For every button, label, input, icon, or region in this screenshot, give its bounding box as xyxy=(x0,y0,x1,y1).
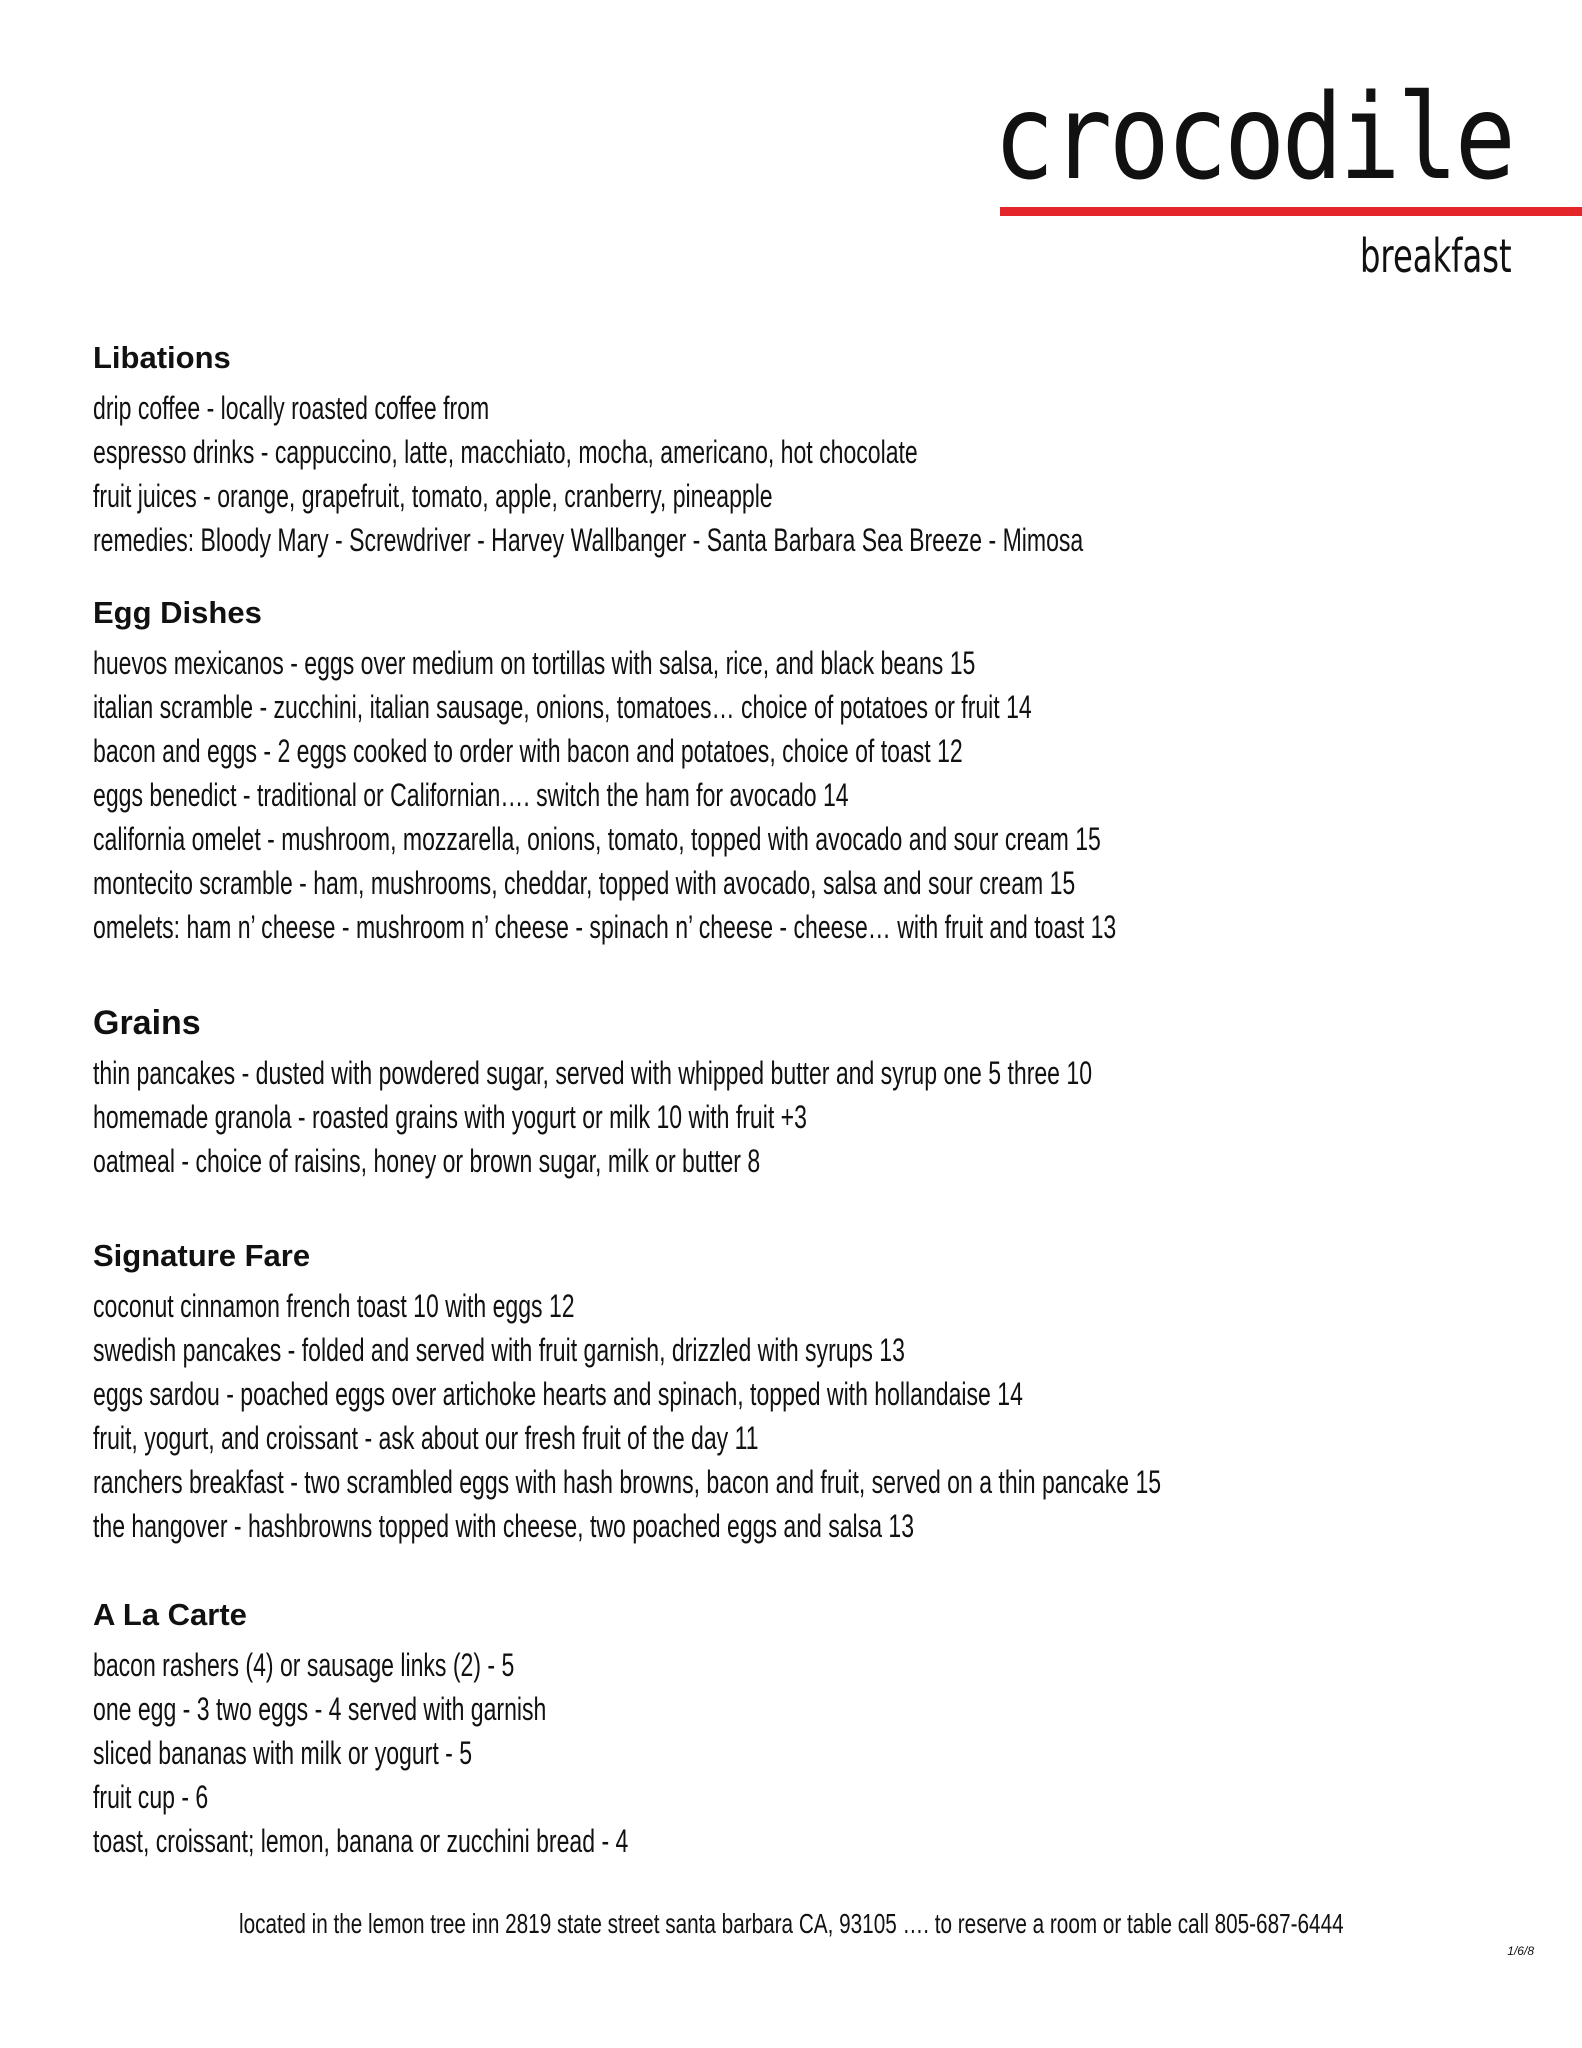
section-libations xyxy=(93,338,1513,562)
menu-item: oatmeal - choice of raisins, honey or brown sugar, milk or butter 8 xyxy=(93,1143,761,1179)
menu-item: fruit juices - orange, grapefruit, tomato, apple, cranberry, pineapple xyxy=(93,478,773,514)
menu-item: montecito scramble - ham, mushrooms, cheddar, topped with avocado, salsa and sour cream 15 xyxy=(93,865,1076,901)
section-title-libations: Libations xyxy=(93,340,231,375)
menu-item: omelets: ham n’ cheese - mushroom n’ cheese - spinach n’ cheese - cheese… with fruit and toast 13 xyxy=(93,909,1117,945)
footer-address xyxy=(0,1906,1582,1942)
menu-item: espresso drinks - cappuccino, latte, macchiato, mocha, americano, hot chocolate xyxy=(93,434,918,470)
menu-item: fruit, yogurt, and croissant - ask about our fresh fruit of the day 11 xyxy=(93,1420,759,1456)
version-code: 1/6/8 xyxy=(1507,1944,1534,1958)
section-a-la-carte xyxy=(93,1595,1513,1863)
brand-logo xyxy=(909,68,1512,206)
menu-item: one egg - 3 two eggs - 4 served with garnish xyxy=(93,1691,547,1727)
menu-item: homemade granola - roasted grains with yogurt or milk 10 with fruit +3 xyxy=(93,1099,807,1135)
footer-text: located in the lemon tree inn 2819 state street santa barbara CA, 93105 …. to reserve a room or table call 805-687-6444 xyxy=(238,1908,1344,1939)
menu-item: ranchers breakfast - two scrambled eggs with hash browns, bacon and fruit, served on a thin pancake 15 xyxy=(93,1464,1162,1500)
menu-item: bacon and eggs - 2 eggs cooked to order with bacon and potatoes, choice of toast 12 xyxy=(93,733,963,769)
menu-item: swedish pancakes - folded and served with fruit garnish, drizzled with syrups 13 xyxy=(93,1332,905,1368)
section-title-signature-fare: Signature Fare xyxy=(93,1238,311,1273)
menu-item: thin pancakes - dusted with powdered sugar, served with whipped butter and syrup one 5 three 10 xyxy=(93,1055,1093,1091)
section-title-egg-dishes: Egg Dishes xyxy=(93,595,262,630)
section-title-a-la-carte: A La Carte xyxy=(93,1597,247,1632)
menu-item: fruit cup - 6 xyxy=(93,1779,209,1815)
menu-item: eggs sardou - poached eggs over artichoke hearts and spinach, topped with hollandaise 14 xyxy=(93,1376,1023,1412)
menu-item: bacon rashers (4) or sausage links (2) - 5 xyxy=(93,1647,515,1683)
menu-item: remedies: Bloody Mary - Screwdriver - Harvey Wallbanger - Santa Barbara Sea Breeze - Mimosa xyxy=(93,522,1084,558)
menu-item: coconut cinnamon french toast 10 with eggs 12 xyxy=(93,1288,575,1324)
menu-item: the hangover - hashbrowns topped with cheese, two poached eggs and salsa 13 xyxy=(93,1508,915,1544)
section-title-grains: Grains xyxy=(93,1004,201,1042)
menu-item: italian scramble - zucchini, italian sausage, onions, tomatoes… choice of potatoes or fruit 14 xyxy=(93,689,1032,725)
menu-item: toast, croissant; lemon, banana or zucchini bread - 4 xyxy=(93,1823,629,1859)
restaurant-name: crocodile xyxy=(993,68,1512,206)
section-signature-fare xyxy=(93,1236,1513,1548)
menu-item: eggs benedict - traditional or Californian…. switch the ham for avocado 14 xyxy=(93,777,849,813)
menu-item: sliced bananas with milk or yogurt - 5 xyxy=(93,1735,473,1771)
menu-item: huevos mexicanos - eggs over medium on tortillas with salsa, rice, and black beans 15 xyxy=(93,645,976,681)
menu-item: california omelet - mushroom, mozzarella, onions, tomato, topped with avocado and sour cream 15 xyxy=(93,821,1101,857)
red-divider xyxy=(1000,207,1582,216)
section-egg-dishes xyxy=(93,593,1513,949)
menu-type-title: breakfast xyxy=(1360,229,1512,283)
menu-item: drip coffee - locally roasted coffee from xyxy=(93,390,490,426)
section-grains xyxy=(93,1003,1513,1183)
